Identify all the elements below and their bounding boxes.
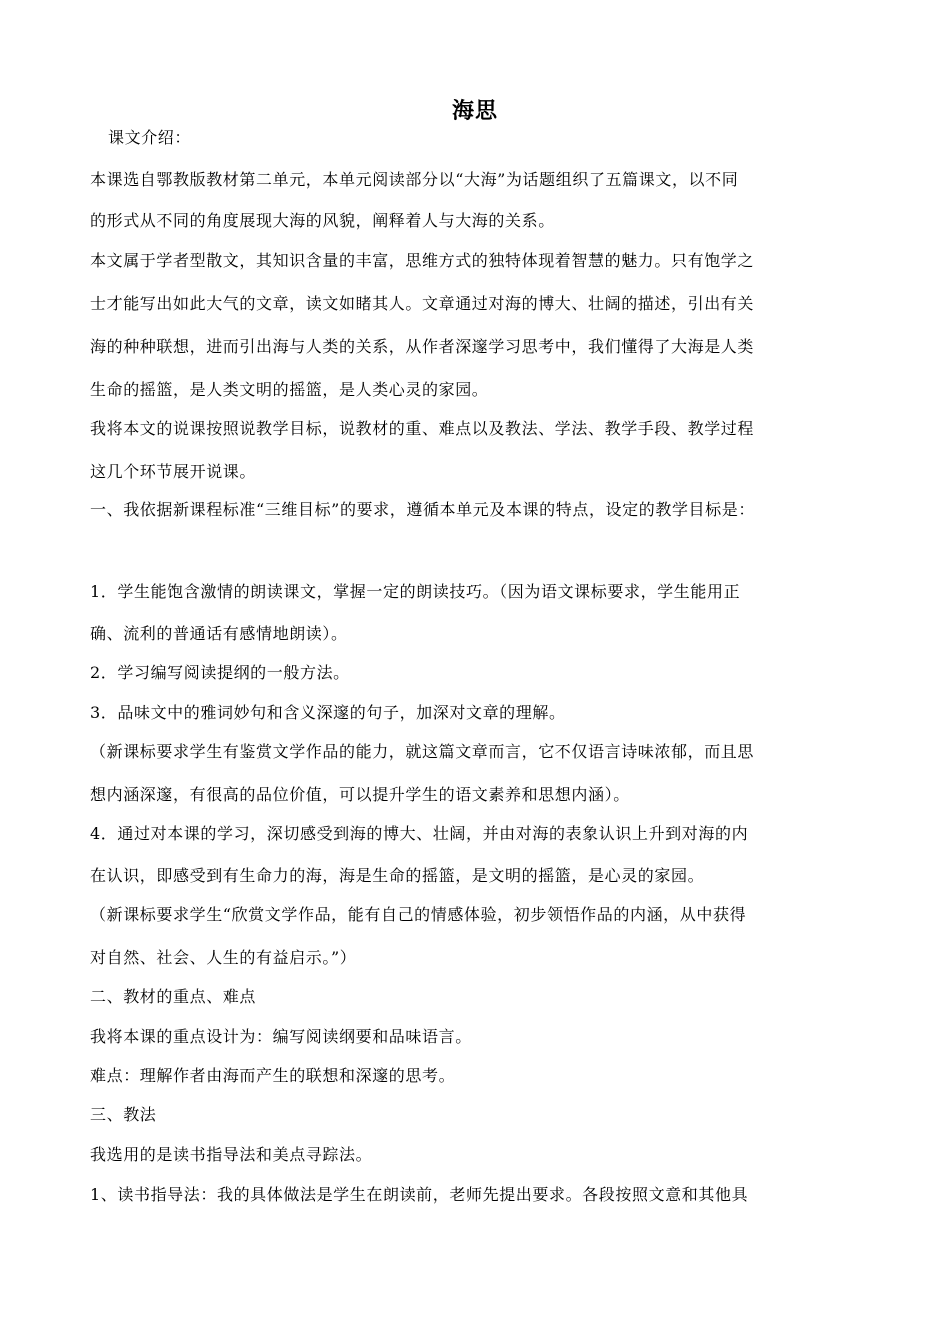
text-line-section-two: 二、教材的重点、难点 <box>90 987 257 1006</box>
text-line: 本文属于学者型散文，其知识含量的丰富，思维方式的独特体现着智慧的魅力。只有饱学之 <box>90 251 755 270</box>
text-line-section-three: 三、教法 <box>90 1105 157 1124</box>
text-line: 这几个环节展开说课。 <box>90 462 257 481</box>
text-line: 士才能写出如此大气的文章，读文如睹其人。文章通过对海的博大、壮阔的描述，引出有关 <box>90 294 755 313</box>
text-line-intro-heading: 课文介绍： <box>108 128 192 147</box>
text-line-goal-2: 2．学习编写阅读提纲的一般方法。 <box>90 663 350 682</box>
text-line: 难点：理解作者由海而产生的联想和深邃的思考。 <box>90 1066 456 1085</box>
text-line: 对自然、社会、人生的有益启示。”） <box>90 948 357 967</box>
document-title: 海思 <box>451 99 498 124</box>
text-line: 确、流利的普通话有感情地朗读）。 <box>90 624 348 643</box>
text-line-goal-4: 4．通过对本课的学习，深切感受到海的博大、壮阔，并由对海的表象认识上升到对海的内 <box>90 824 749 843</box>
text-line: 在认识，即感受到有生命力的海，海是生命的摇篮，是文明的摇篮，是心灵的家园。 <box>90 866 705 885</box>
text-line-goal-3: 3．品味文中的雅词妙句和含义深邃的句子，加深对文章的理解。 <box>90 703 566 722</box>
text-line-goal-1: 1．学生能饱含激情的朗读课文，掌握一定的朗读技巧。（因为语文课标要求，学生能用正 <box>90 582 741 601</box>
text-line: 1、读书指导法：我的具体做法是学生在朗读前，老师先提出要求。各段按照文意和其他具 <box>90 1185 749 1204</box>
text-line: 的形式从不同的角度展现大海的风貌，阐释着人与大海的关系。 <box>90 211 555 230</box>
text-line: （新课标要求学生有鉴赏文学作品的能力，就这篇文章而言，它不仅语言诗味浓郁，而且思 <box>90 742 755 761</box>
text-line: 本课选自鄂教版教材第二单元，本单元阅读部分以“大海”为话题组织了五篇课文，以不同 <box>90 170 739 189</box>
text-line: 想内涵深邃，有很高的品位价值，可以提升学生的语文素养和思想内涵）。 <box>90 785 630 804</box>
text-line: 我选用的是读书指导法和美点寻踪法。 <box>90 1145 373 1164</box>
text-line: （新课标要求学生“欣赏文学作品，能有自己的情感体验，初步领悟作品的内涵，从中获得 <box>90 905 747 924</box>
text-line: 生命的摇篮，是人类文明的摇篮，是人类心灵的家园。 <box>90 380 489 399</box>
text-line: 我将本课的重点设计为：编写阅读纲要和品味语言。 <box>90 1027 472 1046</box>
text-line: 我将本文的说课按照说教学目标，说教材的重、难点以及教法、学法、教学手段、教学过程 <box>90 419 755 438</box>
text-line: 海的种种联想，进而引出海与人类的关系，从作者深邃学习思考中，我们懂得了大海是人类 <box>90 337 755 356</box>
text-line-section-one: 一、我依据新课程标准“三维目标”的要求，遵循本单元及本课的特点，设定的教学目标是： <box>90 500 755 519</box>
